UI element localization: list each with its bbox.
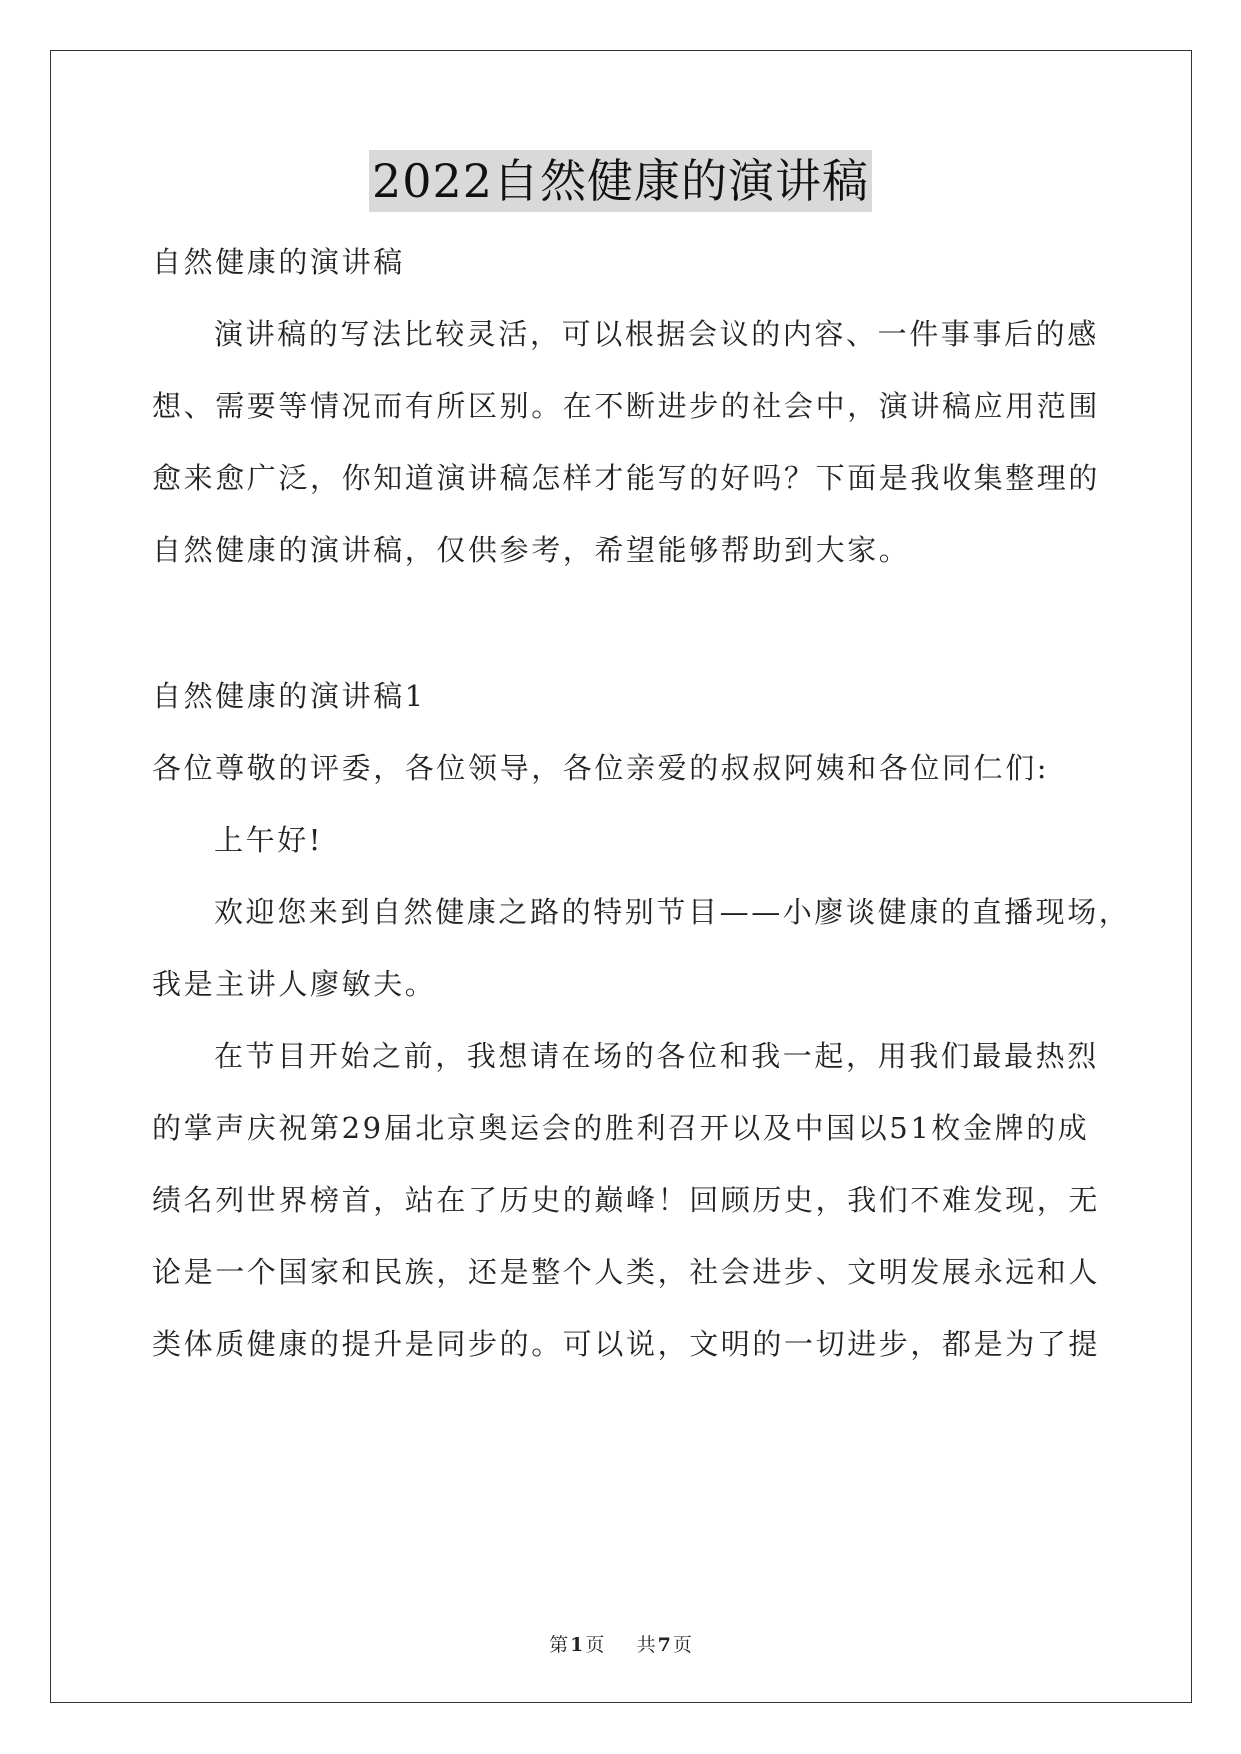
page-footer xyxy=(0,1630,1241,1657)
title-wrap xyxy=(0,150,1241,212)
total-pages-indicator: 共 7 页 xyxy=(636,1634,692,1656)
section-heading: 自然健康的演讲稿 xyxy=(152,245,405,279)
paragraph-line: 自然健康的演讲稿，仅供参考，希望能够帮助到大家。 xyxy=(152,533,911,567)
paragraph-line: 演讲稿的写法比较灵活，可以根据会议的内容、一件事事后的感 xyxy=(214,317,1099,351)
paragraph-line: 的掌声庆祝第29届北京奥运会的胜利召开以及中国以51枚金牌的成 xyxy=(152,1111,1090,1145)
paragraph-line: 我是主讲人廖敏夫。 xyxy=(152,967,437,1001)
paragraph-line: 论是一个国家和民族，还是整个人类，社会进步、文明发展永远和人 xyxy=(152,1255,1101,1289)
section-heading: 自然健康的演讲稿1 xyxy=(152,679,426,713)
document-title: 2022自然健康的演讲稿 xyxy=(369,150,872,212)
paragraph-line: 想、需要等情况而有所区别。在不断进步的社会中，演讲稿应用范围 xyxy=(152,389,1101,423)
paragraph-line: 各位尊敬的评委，各位领导，各位亲爱的叔叔阿姨和各位同仁们: xyxy=(152,751,1050,785)
paragraph-line: 愈来愈广泛，你知道演讲稿怎样才能写的好吗？下面是我收集整理的 xyxy=(152,461,1101,495)
paragraph-line: 欢迎您来到自然健康之路的特别节目——小廖谈健康的直播现场， xyxy=(214,895,1131,929)
paragraph-line: 类体质健康的提升是同步的。可以说，文明的一切进步，都是为了提 xyxy=(152,1327,1101,1361)
paragraph-line: 绩名列世界榜首，站在了历史的巅峰！回顾历史，我们不难发现，无 xyxy=(152,1183,1101,1217)
paragraph-line: 在节目开始之前，我想请在场的各位和我一起，用我们最最热烈 xyxy=(214,1039,1099,1073)
paragraph-line: 上午好! xyxy=(214,823,324,857)
page-indicator: 第 1 页 xyxy=(549,1634,605,1656)
page-border xyxy=(50,50,1192,1703)
